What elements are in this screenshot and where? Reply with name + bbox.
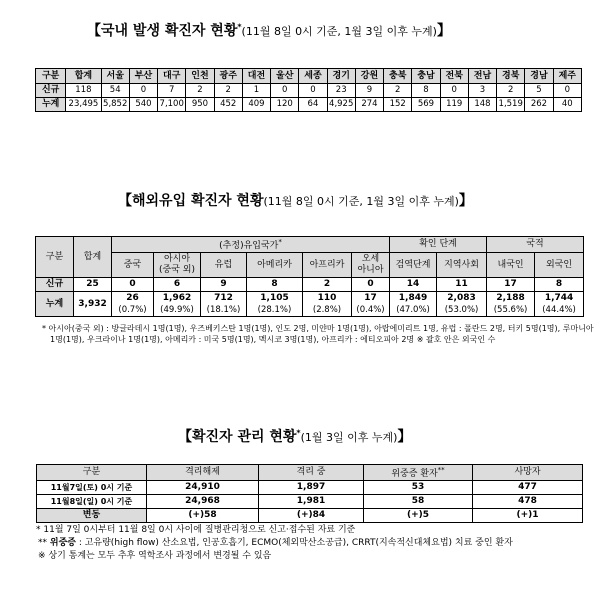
domestic-header-cell: 세종 <box>299 69 327 84</box>
imp-cum-cell: 110 <box>303 292 352 305</box>
management-cell: 58 <box>364 495 473 509</box>
imported-title <box>118 190 473 210</box>
management-cell: 24,968 <box>147 495 259 509</box>
domestic-header-cell: 광주 <box>214 69 242 84</box>
domestic-cell: 950 <box>186 98 214 112</box>
imp-new-cell: 8 <box>535 278 584 292</box>
domestic-row <box>36 84 582 98</box>
domestic-title-sub: (11월 8일 0시 기준, 1월 3일 이후 누계) <box>241 25 437 38</box>
domestic-cell: 5,852 <box>101 98 129 112</box>
imp-subheader-cell: 아시아 (중국 외) <box>154 253 201 278</box>
domestic-cell: 5 <box>525 84 553 98</box>
management-cell: 24,910 <box>147 481 259 495</box>
imp-cum-cell: 2,083 <box>437 292 487 305</box>
imported-footnote-line2: 1명(1명), 우크라이나 1명(1명), 아메리카 : 미국 5명(1명), 멕시코 3명(1명), 아프리카 : 에티오피아 2명 ※ 괄호 안은 외국인 수 <box>50 335 496 344</box>
imp-header-gubun: 구분 <box>36 237 74 278</box>
domestic-cell: 452 <box>214 98 242 112</box>
domestic-cell: 7 <box>158 84 186 98</box>
management-row <box>37 509 583 523</box>
management-cell: 477 <box>473 481 583 495</box>
imp-cum-cell: 26 <box>112 292 154 305</box>
management-header-label: 구분 <box>82 467 101 477</box>
domestic-header-cell: 부산 <box>129 69 157 84</box>
imp-new-cell: 0 <box>352 278 390 292</box>
management-header-label: 격리해제 <box>185 467 220 477</box>
domestic-cell: 0 <box>271 84 299 98</box>
imp-subheader-cell: 내국인 <box>487 253 535 278</box>
imported-table <box>35 236 584 317</box>
imp-new-cell: 0 <box>112 278 154 292</box>
management-title-main: 확진자 관리 현황 <box>192 429 297 445</box>
domestic-cell: 0 <box>299 84 327 98</box>
domestic-row-label: 누계 <box>36 98 66 112</box>
domestic-header-cell: 인천 <box>186 69 214 84</box>
domestic-cell: 2 <box>384 84 412 98</box>
imp-cum-cell: 17 <box>352 292 390 305</box>
imp-subheader-cell: 중국 <box>112 253 154 278</box>
title-star: * <box>296 428 301 438</box>
domestic-cell: 148 <box>468 98 496 112</box>
domestic-cell: 23 <box>327 84 355 98</box>
management-header-label: 격리 중 <box>296 467 326 477</box>
management-row-label: 11월8일(일) 0시 기준 <box>37 495 147 509</box>
management-row-label: 변동 <box>37 509 147 523</box>
country-group-label: (추정)유입국가 <box>219 241 279 251</box>
domestic-cell: 152 <box>384 98 412 112</box>
domestic-cell: 0 <box>440 84 468 98</box>
management-row <box>37 481 583 495</box>
imp-cum-cell: 712 <box>201 292 247 305</box>
imp-pct-cell: (55.6%) <box>487 304 535 317</box>
imp-header-nationality-group: 국적 <box>487 237 584 253</box>
imp-cum-cell: 1,849 <box>390 292 437 305</box>
imp-new-cell: 17 <box>487 278 535 292</box>
domestic-cell: 1,519 <box>497 98 525 112</box>
imp-cum-total: 3,932 <box>74 292 112 317</box>
management-header-star: ** <box>437 466 445 474</box>
domestic-title-main: 국내 발생 확진자 현황 <box>101 23 238 39</box>
domestic-header-cell: 구분 <box>36 69 66 84</box>
imp-subheader-cell: 외국인 <box>535 253 584 278</box>
management-note-1: * 11월 7일 0시부터 11월 8일 0시 사이에 질병관리청으로 신고·접수된 자료 기준 <box>36 525 356 535</box>
domestic-header-cell: 충북 <box>384 69 412 84</box>
imported-title-sub: (11월 8일 0시 기준, 1월 3일 이후 누계) <box>263 195 459 208</box>
bracket-open: 【 <box>178 429 192 445</box>
management-header-label: 위중증 환자 <box>391 469 438 479</box>
imp-pct-cell: (0.4%) <box>352 304 390 317</box>
management-header-cell <box>147 465 259 481</box>
domestic-cell: 569 <box>412 98 440 112</box>
imported-footnote-line1: * 아시아(중국 외) : 방글라데시 1명(1명), 우즈베키스탄 1명(1명), 인도 2명, 미얀마 1명(1명), 아랍에미리트 1명, 유럽 : 폴란드 2명, 터키 5명(1명), 루마니아 <box>42 324 594 333</box>
imp-pct-cell: (0.7%) <box>112 304 154 317</box>
country-group-star: * <box>278 238 282 246</box>
domestic-cell: 54 <box>101 84 129 98</box>
domestic-cell: 23,495 <box>66 98 101 112</box>
note2-rest: : 고유량(high flow) 산소요법, 인공호흡기, ECMO(체외막산소공급), CRRT(지속적신대체요법) 치료 중인 환자 <box>75 538 513 548</box>
domestic-cell: 40 <box>553 98 581 112</box>
imp-pct-cell: (47.0%) <box>390 304 437 317</box>
domestic-cell: 8 <box>412 84 440 98</box>
domestic-cell: 0 <box>129 84 157 98</box>
domestic-table <box>35 68 582 112</box>
bracket-close: 】 <box>397 429 412 445</box>
imp-new-cell: 11 <box>437 278 487 292</box>
imp-new-cell: 6 <box>154 278 201 292</box>
management-header-cell <box>473 465 583 481</box>
domestic-cell: 1 <box>242 84 270 98</box>
domestic-cell: 120 <box>271 98 299 112</box>
domestic-cell: 0 <box>553 84 581 98</box>
imp-subheader-cell: 아프리카 <box>303 253 352 278</box>
domestic-header-cell: 충남 <box>412 69 440 84</box>
management-cell: 1,981 <box>259 495 364 509</box>
management-note-2 <box>38 537 513 549</box>
imp-cum-cell: 1,962 <box>154 292 201 305</box>
domestic-cell: 7,100 <box>158 98 186 112</box>
domestic-header-cell: 합계 <box>66 69 101 84</box>
domestic-header-cell: 경기 <box>327 69 355 84</box>
domestic-cell: 409 <box>242 98 270 112</box>
management-note-3: ※ 상기 통계는 모두 추후 역학조사 과정에서 변경될 수 있음 <box>38 551 272 561</box>
management-cell: 53 <box>364 481 473 495</box>
management-header-cell <box>259 465 364 481</box>
management-title <box>178 426 411 446</box>
imp-new-total: 25 <box>74 278 112 292</box>
domestic-header-cell: 경남 <box>525 69 553 84</box>
imp-header-total: 합계 <box>74 237 112 278</box>
imp-new-cell: 9 <box>201 278 247 292</box>
domestic-cell: 118 <box>66 84 101 98</box>
imp-subheader-cell: 유럽 <box>201 253 247 278</box>
domestic-cell: 2 <box>497 84 525 98</box>
bracket-close: 】 <box>436 23 451 39</box>
imp-cum-cell: 1,105 <box>247 292 303 305</box>
domestic-header-cell: 울산 <box>271 69 299 84</box>
domestic-header-cell: 서울 <box>101 69 129 84</box>
imp-pct-cell: (28.1%) <box>247 304 303 317</box>
imp-cum-cell: 2,188 <box>487 292 535 305</box>
note2-prefix: ** <box>38 538 50 548</box>
imp-header-country-group <box>112 237 390 253</box>
domestic-cell: 9 <box>355 84 383 98</box>
imported-title-main: 해외유입 확진자 현황 <box>132 193 264 209</box>
bracket-close: 】 <box>458 193 473 209</box>
domestic-header-cell: 대전 <box>242 69 270 84</box>
imp-pct-cell: (18.1%) <box>201 304 247 317</box>
domestic-cell: 3 <box>468 84 496 98</box>
domestic-cell: 64 <box>299 98 327 112</box>
management-header-label: 사망자 <box>514 467 541 477</box>
domestic-header-cell: 전남 <box>468 69 496 84</box>
title-star: * <box>237 22 242 32</box>
imp-subheader-cell: 검역단계 <box>390 253 437 278</box>
management-cell: (+)5 <box>364 509 473 523</box>
domestic-row-label: 신규 <box>36 84 66 98</box>
imp-pct-cell: (49.9%) <box>154 304 201 317</box>
imp-pct-cell: (2.8%) <box>303 304 352 317</box>
domestic-cell: 2 <box>186 84 214 98</box>
domestic-row <box>36 98 582 112</box>
imp-subheader-cell: 아메리카 <box>247 253 303 278</box>
note2-bold: 위중증 <box>49 538 76 548</box>
domestic-cell: 262 <box>525 98 553 112</box>
imp-subheader-cell: 지역사회 <box>437 253 487 278</box>
management-cell: 478 <box>473 495 583 509</box>
imp-row-label-new: 신규 <box>36 278 74 292</box>
imp-new-cell: 14 <box>390 278 437 292</box>
domestic-cell: 274 <box>355 98 383 112</box>
imp-pct-cell: (44.4%) <box>535 304 584 317</box>
imp-row-label-cum: 누계 <box>36 292 74 317</box>
imp-header-confirm-group: 확인 단계 <box>390 237 487 253</box>
imp-pct-cell: (53.0%) <box>437 304 487 317</box>
imp-new-cell: 2 <box>303 278 352 292</box>
domestic-header-cell: 대구 <box>158 69 186 84</box>
bracket-open: 【 <box>118 193 132 209</box>
domestic-header-cell: 강원 <box>355 69 383 84</box>
domestic-cell: 2 <box>214 84 242 98</box>
management-cell: 1,897 <box>259 481 364 495</box>
management-cell: (+)58 <box>147 509 259 523</box>
management-row-label: 11월7일(토) 0시 기준 <box>37 481 147 495</box>
domestic-header-cell: 전북 <box>440 69 468 84</box>
domestic-cell: 540 <box>129 98 157 112</box>
domestic-cell: 4,925 <box>327 98 355 112</box>
management-title-sub: (1월 3일 이후 누계) <box>300 431 398 444</box>
management-header-cell <box>364 465 473 481</box>
imp-new-cell: 8 <box>247 278 303 292</box>
imp-subheader-cell: 오세 아니아 <box>352 253 390 278</box>
management-cell: (+)84 <box>259 509 364 523</box>
management-header-row <box>37 465 583 481</box>
domestic-header-cell: 경북 <box>497 69 525 84</box>
imp-cum-cell: 1,744 <box>535 292 584 305</box>
domestic-cell: 119 <box>440 98 468 112</box>
management-table <box>36 464 583 523</box>
management-header-cell <box>37 465 147 481</box>
domestic-title <box>87 20 451 40</box>
domestic-header-cell: 제주 <box>553 69 581 84</box>
domestic-header-row <box>36 69 582 84</box>
bracket-open: 【 <box>87 23 101 39</box>
management-row <box>37 495 583 509</box>
management-cell: (+)1 <box>473 509 583 523</box>
